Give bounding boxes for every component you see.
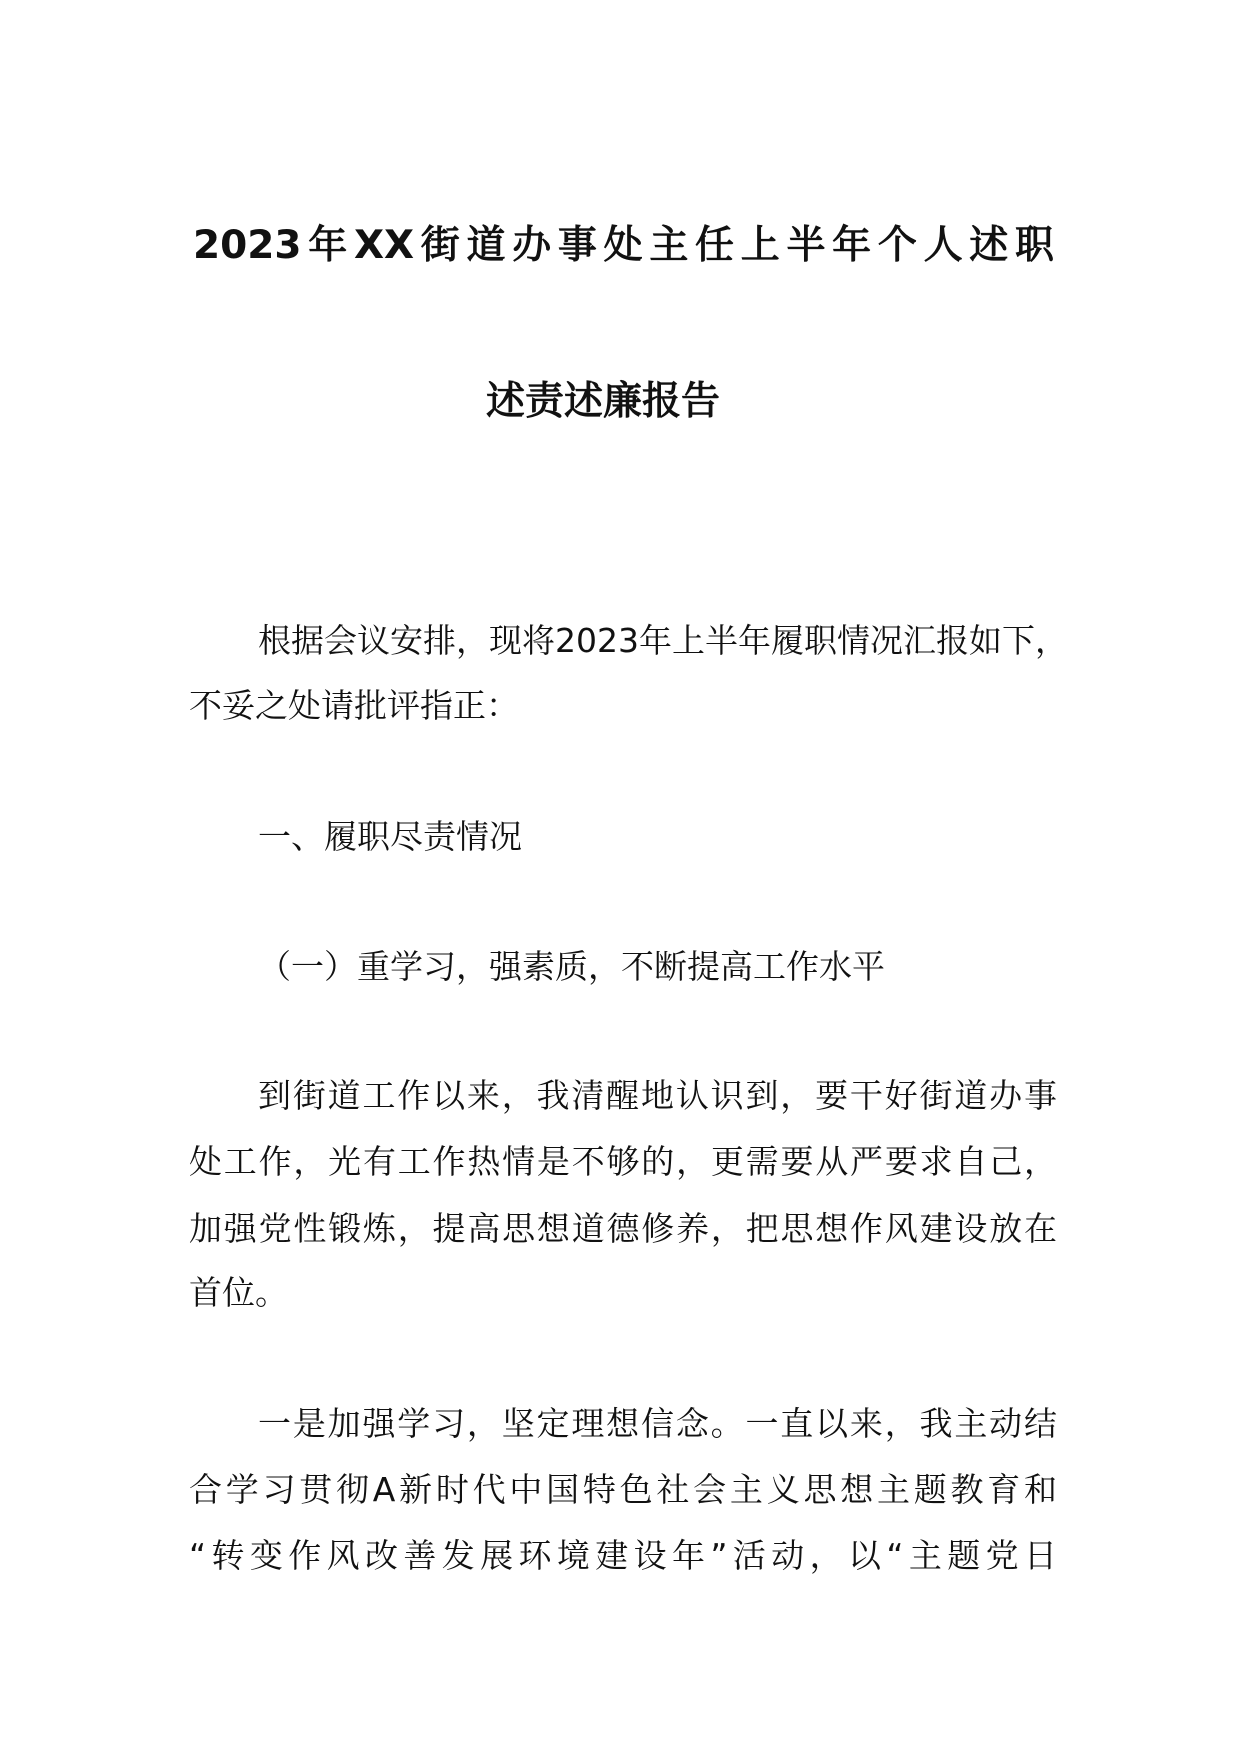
intro-line-1: 根据会议安排，现将2023年上半年履职情况汇报如下， [258,621,1068,660]
paragraph-1-line-2: 处工作，光有工作热情是不够的，更需要从严要求自己， [189,1142,1057,1181]
paragraph-1-line-1: 到街道工作以来，我清醒地认识到，要干好街道办事 [258,1076,1057,1115]
document-title-line-1: 2023年XX街道办事处主任上半年个人述职 [193,223,1054,268]
paragraph-2-line-1: 一是加强学习，坚定理想信念。一直以来，我主动结 [258,1404,1057,1443]
section-heading: 一、履职尽责情况 [258,817,522,856]
document-title-line-2: 述责述廉报告 [486,379,721,424]
paragraph-2-line-3: “转变作风改善发展环境建设年”活动，以“主题党日 [189,1536,1057,1575]
paragraph-2-line-2: 合学习贯彻A新时代中国特色社会主义思想主题教育和 [189,1470,1057,1509]
subsection-heading: （一）重学习，强素质，不断提高工作水平 [258,947,885,986]
paragraph-1-line-3: 加强党性锻炼，提高思想道德修养，把思想作风建设放在 [189,1209,1057,1248]
intro-line-2: 不妥之处请批评指正： [189,686,519,725]
paragraph-1-line-4: 首位。 [189,1273,288,1312]
